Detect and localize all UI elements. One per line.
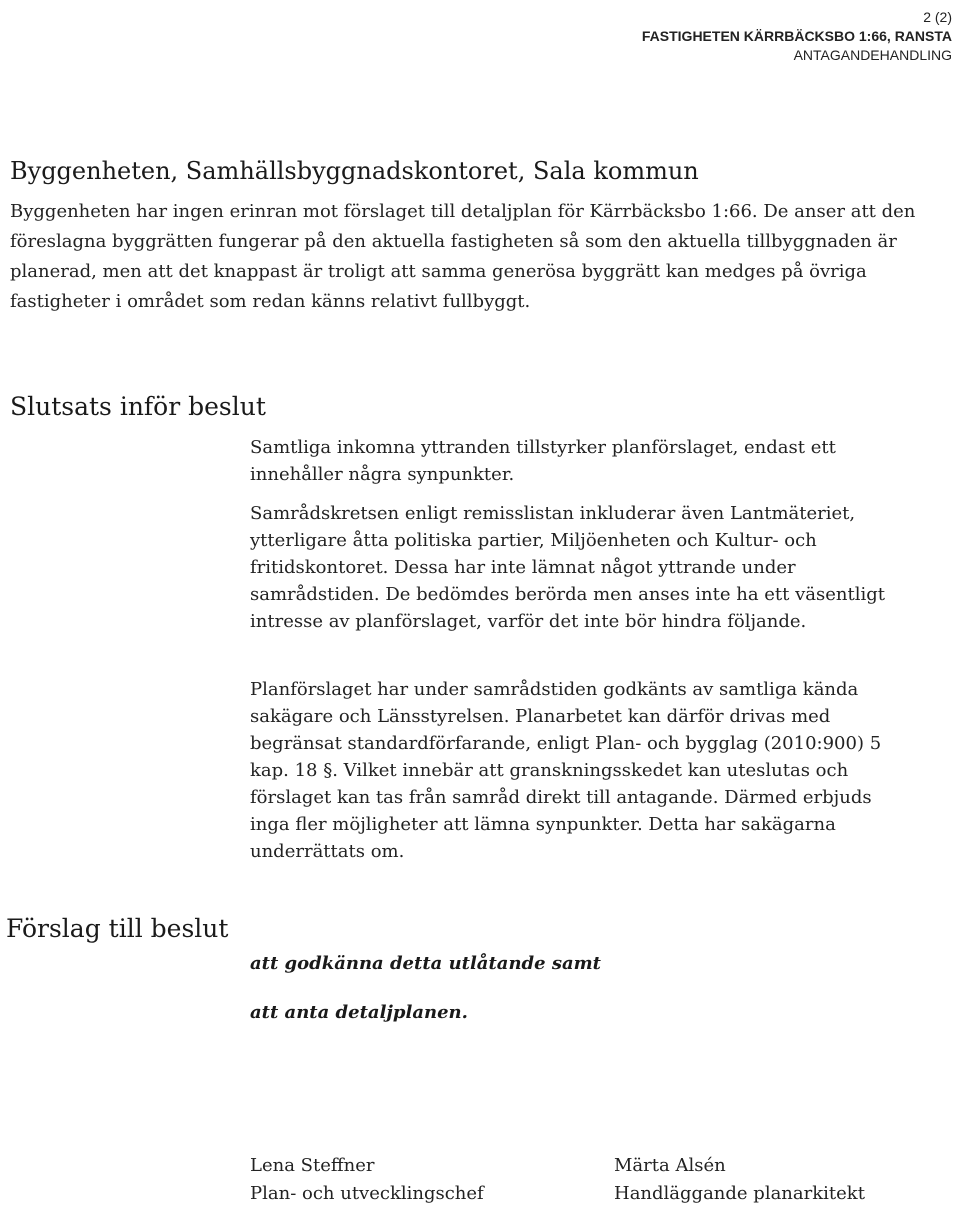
signature-role: Handläggande planarkitekt xyxy=(614,1183,865,1204)
slutsats-paragraph-1: Samtliga inkomna yttranden tillstyrker planförslaget, endast ett innehåller några synpunkter. xyxy=(250,437,836,485)
section-heading-forslag: Förslag till beslut xyxy=(6,914,229,943)
section-paragraph-byggenheten: Byggenheten har ingen erinran mot förslaget till detaljplan för Kärrbäcksbo 1:66. De anser att den föreslagna byggrätten fungerar på den aktuella fastigheten så som den aktuella tillbyggnaden är planerad, men att det knappast är troligt att samma generösa byggrätt kan medges på övriga fastigheter i området som redan känns relativt fullbyggt. xyxy=(10,201,916,312)
section-heading-slutsats: Slutsats inför beslut xyxy=(10,392,266,421)
slutsats-paragraph-2: Samrådskretsen enligt remisslistan inkluderar även Lantmäteriet, ytterligare åtta politiska partier, Miljöenheten och Kultur- och fritidskontoret. Dessa har inte lämnat något yttrande under samrådstiden. De bedömdes berörda men anses inte ha ett väsentligt intresse av planförslaget, varför det inte bör hindra följande. xyxy=(250,503,886,632)
decision-line-1: att godkänna detta utlåtande samt xyxy=(250,953,601,974)
decision-line-2: att anta detaljplanen. xyxy=(250,1002,468,1023)
page-number: 2 (2) xyxy=(923,9,952,25)
slutsats-paragraph-3: Planförslaget har under samrådstiden godkänts av samtliga kända sakägare och Länsstyrelsen. Planarbetet kan därför drivas med begränsat standardförfarande, enligt Plan- och bygglag (2010:900) 5 kap. 18 §. Vilket innebär att granskningsskedet kan uteslutas och förslaget kan tas från samråd direkt till antagande. Därmed erbjuds inga fler möjligheter att lämna synpunkter. Detta har sakägarna underrättats om. xyxy=(250,679,882,862)
document-subtitle: ANTAGANDEHANDLING xyxy=(793,47,952,63)
signature-name: Lena Steffner xyxy=(250,1155,375,1176)
section-heading-byggenheten: Byggenheten, Samhällsbyggnadskontoret, Sala kommun xyxy=(10,157,699,185)
signature-role: Plan- och utvecklingschef xyxy=(250,1183,484,1204)
document-title: FASTIGHETEN KÄRRBÄCKSBO 1:66, RANSTA xyxy=(641,28,952,44)
signature-name: Märta Alsén xyxy=(614,1155,726,1176)
signature-block-2 xyxy=(614,1152,865,1208)
page-header xyxy=(642,8,952,65)
signature-block-1 xyxy=(250,1152,484,1208)
